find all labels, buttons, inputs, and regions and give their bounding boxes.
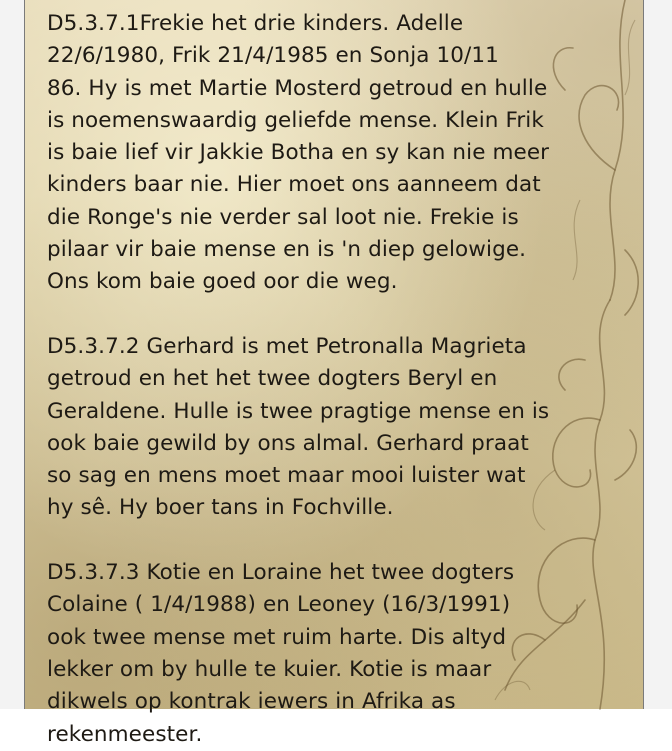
paragraph-d5-3-7-3: D5.3.7.3 Kotie en Loraine het twee dogters Colaine ( 1/4/1988) en Leoney (16/3/1991) ook twee mense met ruim harte. Dis altyd lekker om by hulle te kuier. Kotie is maar dikwels op kontrak iewers in Afrika as rekenmeester. bbox=[47, 560, 515, 747]
document-text bbox=[47, 8, 637, 751]
paragraph-d5-3-7-1: D5.3.7.1Frekie het drie kinders. Adelle 22/6/1980, Frik 21/4/1985 en Sonja 10/11 86. Hy is met Martie Mosterd getroud en hulle is noemenswaardig geliefde mense. Klein Frik is baie lief vir Jakkie Botha en sy kan nie meer kinders baar nie. Hier moet ons aanneem dat die Ronge's nie verder sal loot nie. Frekie is pilaar vir baie mense en is 'n diep gelowige. Ons kom baie goed oor die weg. bbox=[47, 11, 550, 295]
paragraph-d5-3-7-2: D5.3.7.2 Gerhard is met Petronalla Magrieta getroud en het het twee dogters Beryl en Geraldene. Hulle is twee pragtige mense en is ook baie gewild by ons almal. Gerhard praat so sag en mens moet maar mooi luister wat hy sê. Hy boer tans in Fochville. bbox=[47, 333, 550, 521]
parchment-background bbox=[24, 0, 644, 747]
